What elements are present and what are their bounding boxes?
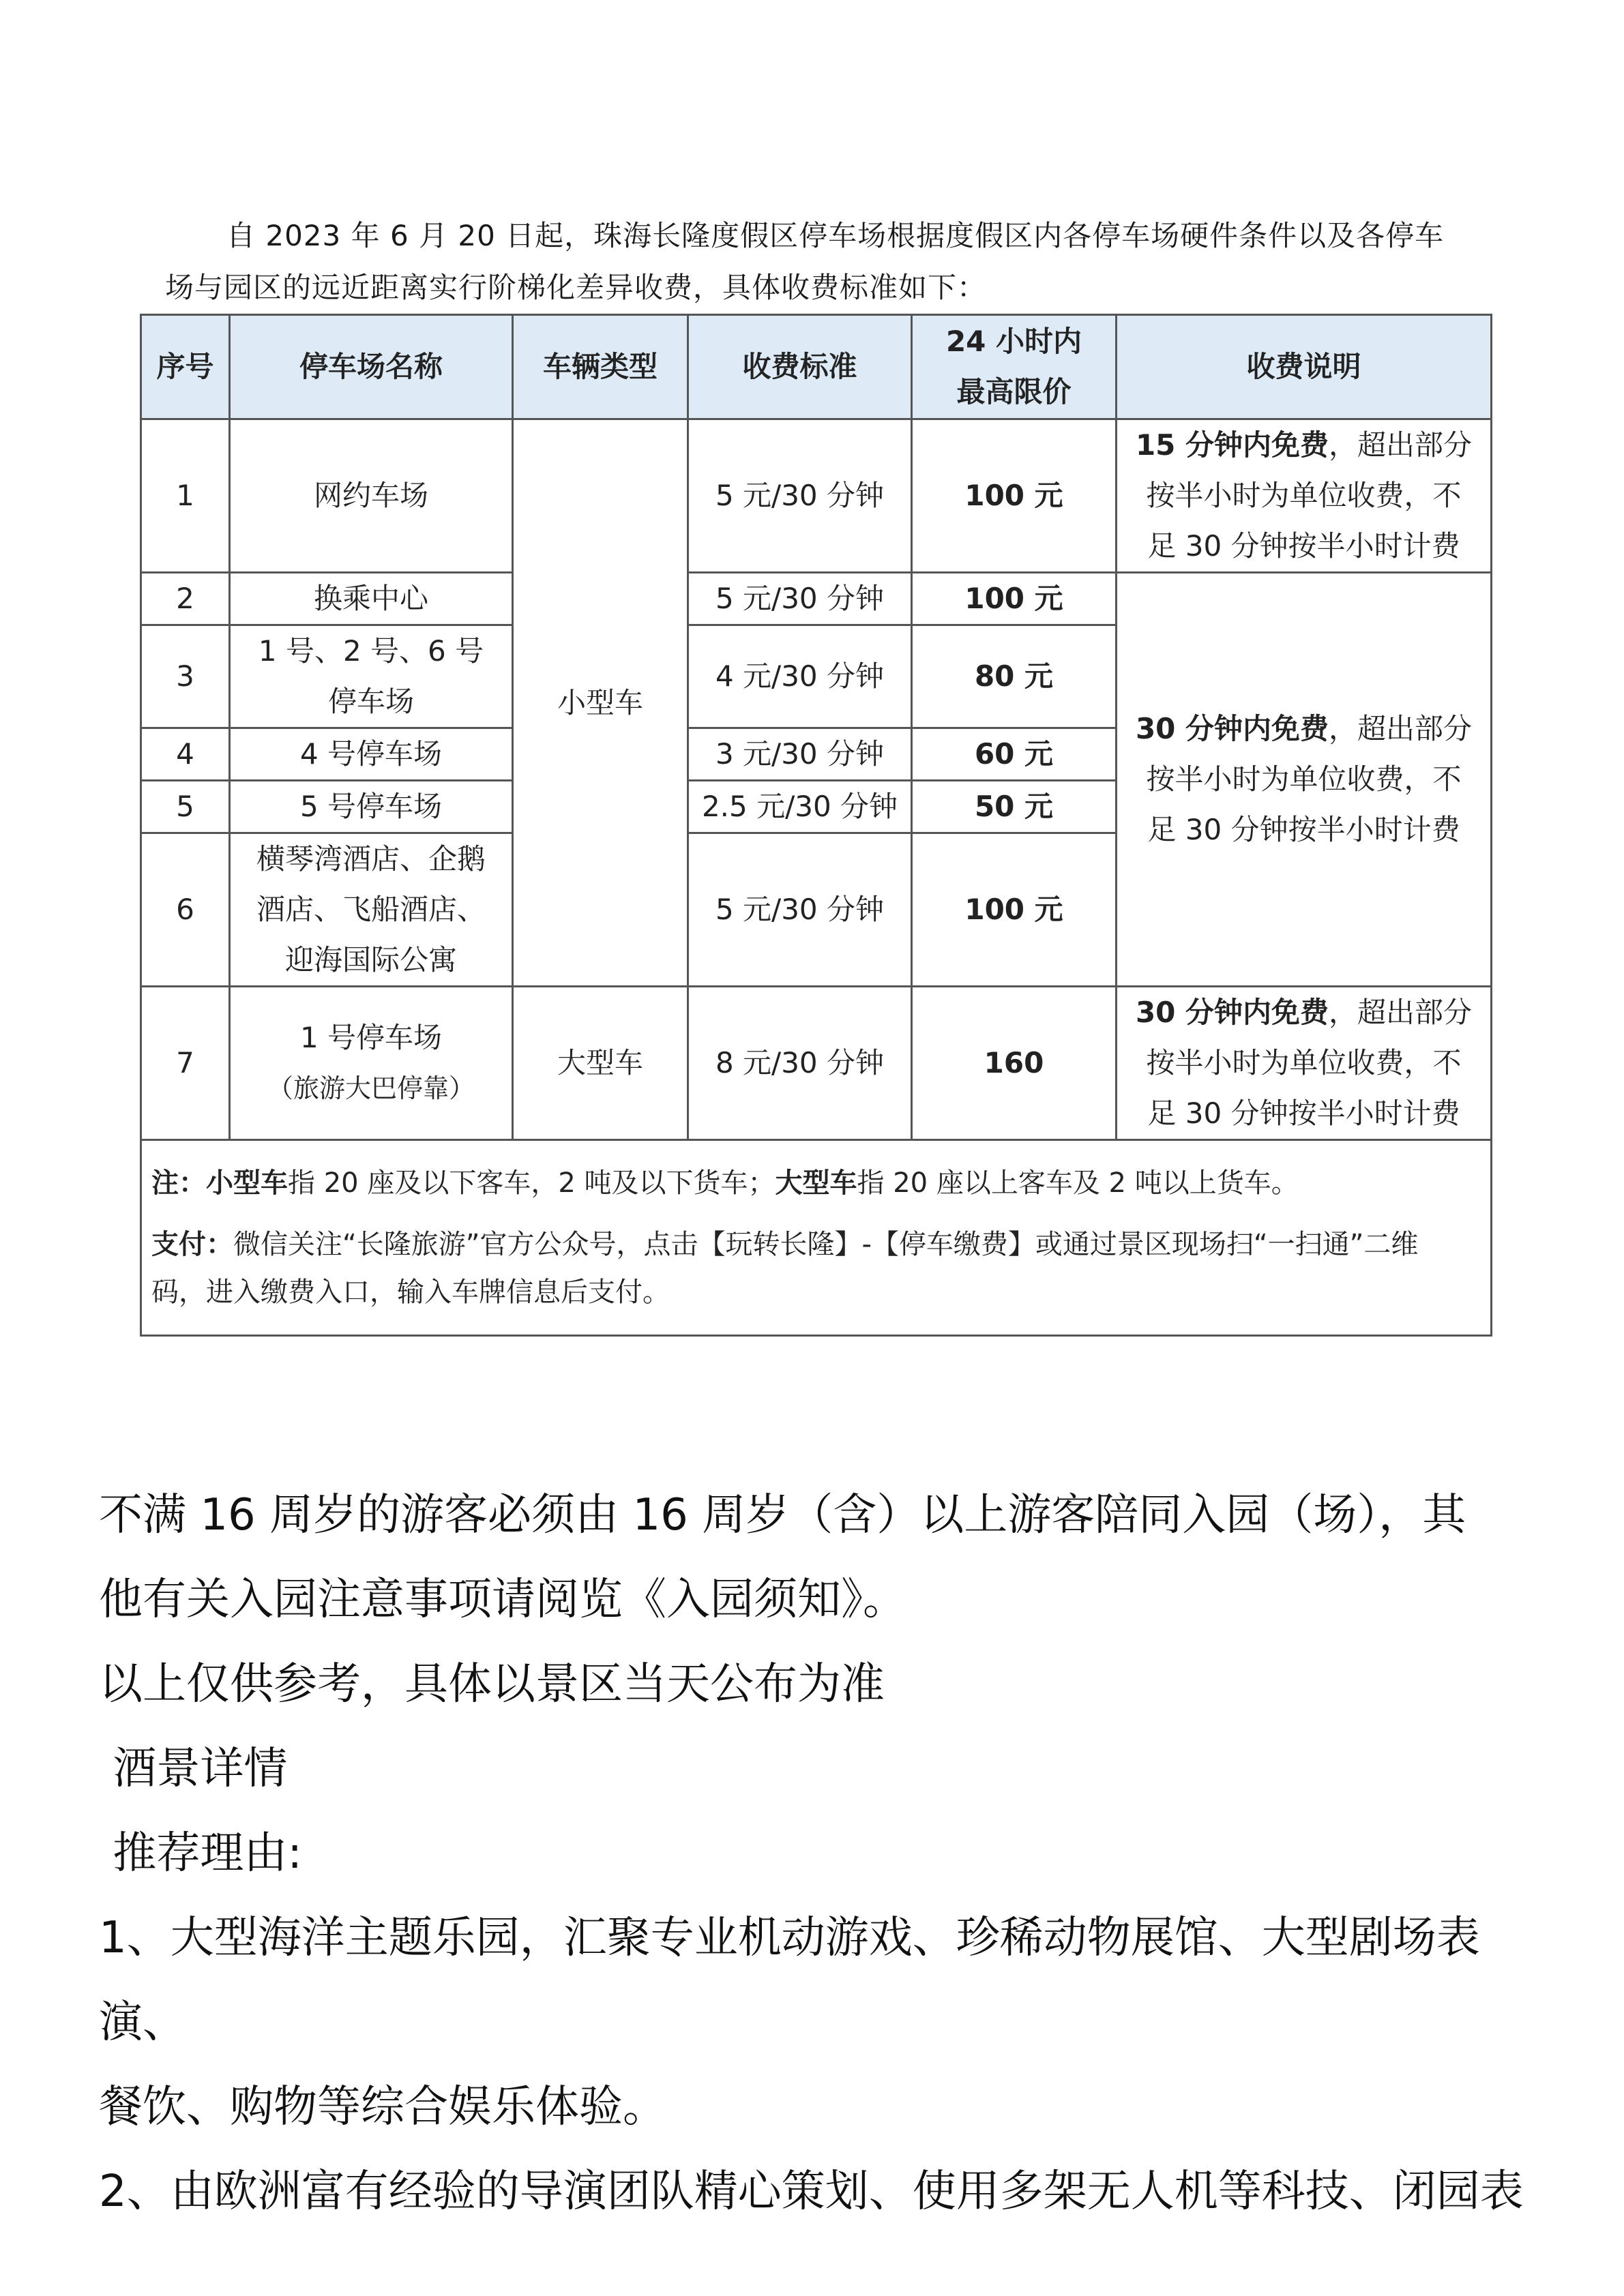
row-cap: 160 <box>912 987 1117 1140</box>
row-rate: 5 元/30 分钟 <box>688 833 912 987</box>
row-lot-name: 换乘中心 <box>230 573 513 625</box>
row-lot-name: 4 号停车场 <box>230 728 513 781</box>
table-header-row <box>141 315 1492 419</box>
reason-1-line-1: 1、大型海洋主题乐园，汇聚专业机动游戏、珍稀动物展馆、大型剧场表演、 <box>99 1913 1480 2048</box>
vehicle-type-large: 大型车 <box>513 987 688 1140</box>
row-no: 2 <box>141 573 230 625</box>
row-no: 7 <box>141 987 230 1140</box>
row-lot-name: 网约车场 <box>230 419 513 573</box>
row-cap: 100 元 <box>912 833 1117 987</box>
row-lot-name: 1 号、2 号、6 号 停车场 <box>230 625 513 728</box>
intro-line-1: 自 2023 年 6 月 20 日起，珠海长隆度假区停车场根据度假区内各停车场硬件条件以及各停车 <box>226 219 1445 252</box>
hotel-details-heading: 酒景详情 <box>99 1744 288 1794</box>
body-text <box>99 1473 1538 2234</box>
row-cap: 100 元 <box>912 573 1117 625</box>
row-no: 6 <box>141 833 230 987</box>
row-rate: 4 元/30 分钟 <box>688 625 912 728</box>
fee-description-2: 30 分钟内免费，超出部分 按半小时为单位收费，不 足 30 分钟按半小时计费 <box>1117 573 1492 987</box>
header-description: 收费说明 <box>1117 315 1492 419</box>
table-row <box>141 573 1492 625</box>
row-no: 1 <box>141 419 230 573</box>
header-lot-name: 停车场名称 <box>230 315 513 419</box>
intro-paragraph <box>165 210 1502 314</box>
row-lot-name: 1 号停车场 （旅游大巴停靠） <box>230 987 513 1140</box>
body-paragraph-1-line-1: 不满 16 周岁的游客必须由 16 周岁（含）以上游客陪同入园（场），其 <box>99 1490 1466 1540</box>
body-paragraph-1-line-2: 他有关入园注意事项请阅览《入园须知》。 <box>99 1575 906 1625</box>
table-notes <box>141 1140 1492 1336</box>
fee-description-3: 30 分钟内免费，超出部分 按半小时为单位收费，不 足 30 分钟按半小时计费 <box>1117 987 1492 1140</box>
parking-fee-table <box>140 314 1492 1337</box>
header-vehicle-type: 车辆类型 <box>513 315 688 419</box>
row-rate: 5 元/30 分钟 <box>688 419 912 573</box>
reason-2-line-1: 2、由欧洲富有经验的导演团队精心策划、使用多架无人机等科技、闭园表 <box>99 2166 1524 2217</box>
row-rate: 8 元/30 分钟 <box>688 987 912 1140</box>
table-row <box>141 987 1492 1140</box>
intro-line-2: 场与园区的远近距离实行阶梯化差异收费，具体收费标准如下： <box>165 271 987 304</box>
reason-1-line-2: 餐饮、购物等综合娱乐体验。 <box>99 2082 666 2132</box>
vehicle-type-small: 小型车 <box>513 419 688 987</box>
row-lot-name: 横琴湾酒店、企鹅 酒店、飞船酒店、 迎海国际公寓 <box>230 833 513 987</box>
fee-description-1: 15 分钟内免费，超出部分 按半小时为单位收费，不 足 30 分钟按半小时计费 <box>1117 419 1492 573</box>
row-rate: 3 元/30 分钟 <box>688 728 912 781</box>
row-no: 5 <box>141 781 230 833</box>
payment-note-line-2: 码，进入缴费入口，输入车牌信息后支付。 <box>151 1277 670 1308</box>
row-cap: 60 元 <box>912 728 1117 781</box>
row-cap: 80 元 <box>912 625 1117 728</box>
row-rate: 2.5 元/30 分钟 <box>688 781 912 833</box>
row-rate: 5 元/30 分钟 <box>688 573 912 625</box>
table-row <box>141 419 1492 573</box>
row-cap: 100 元 <box>912 419 1117 573</box>
header-cap: 24 小时内 最高限价 <box>912 315 1117 419</box>
recommend-heading: 推荐理由: <box>99 1828 302 1879</box>
header-rate: 收费标准 <box>688 315 912 419</box>
row-no: 4 <box>141 728 230 781</box>
header-no: 序号 <box>141 315 230 419</box>
vehicle-note: 注：小型车指 20 座及以下客车，2 吨及以下货车；大型车指 20 座以上客车及 2 吨以上货车。 <box>151 1167 1299 1199</box>
payment-note: 支付：微信关注“长隆旅游”官方公众号，点击【玩转长隆】-【停车缴费】或通过景区现场扫“一扫通”二维 <box>151 1229 1419 1260</box>
body-paragraph-2: 以上仅供参考，具体以景区当天公布为准 <box>99 1659 885 1710</box>
row-no: 3 <box>141 625 230 728</box>
row-cap: 50 元 <box>912 781 1117 833</box>
table-notes-row <box>141 1140 1492 1336</box>
row-lot-name: 5 号停车场 <box>230 781 513 833</box>
